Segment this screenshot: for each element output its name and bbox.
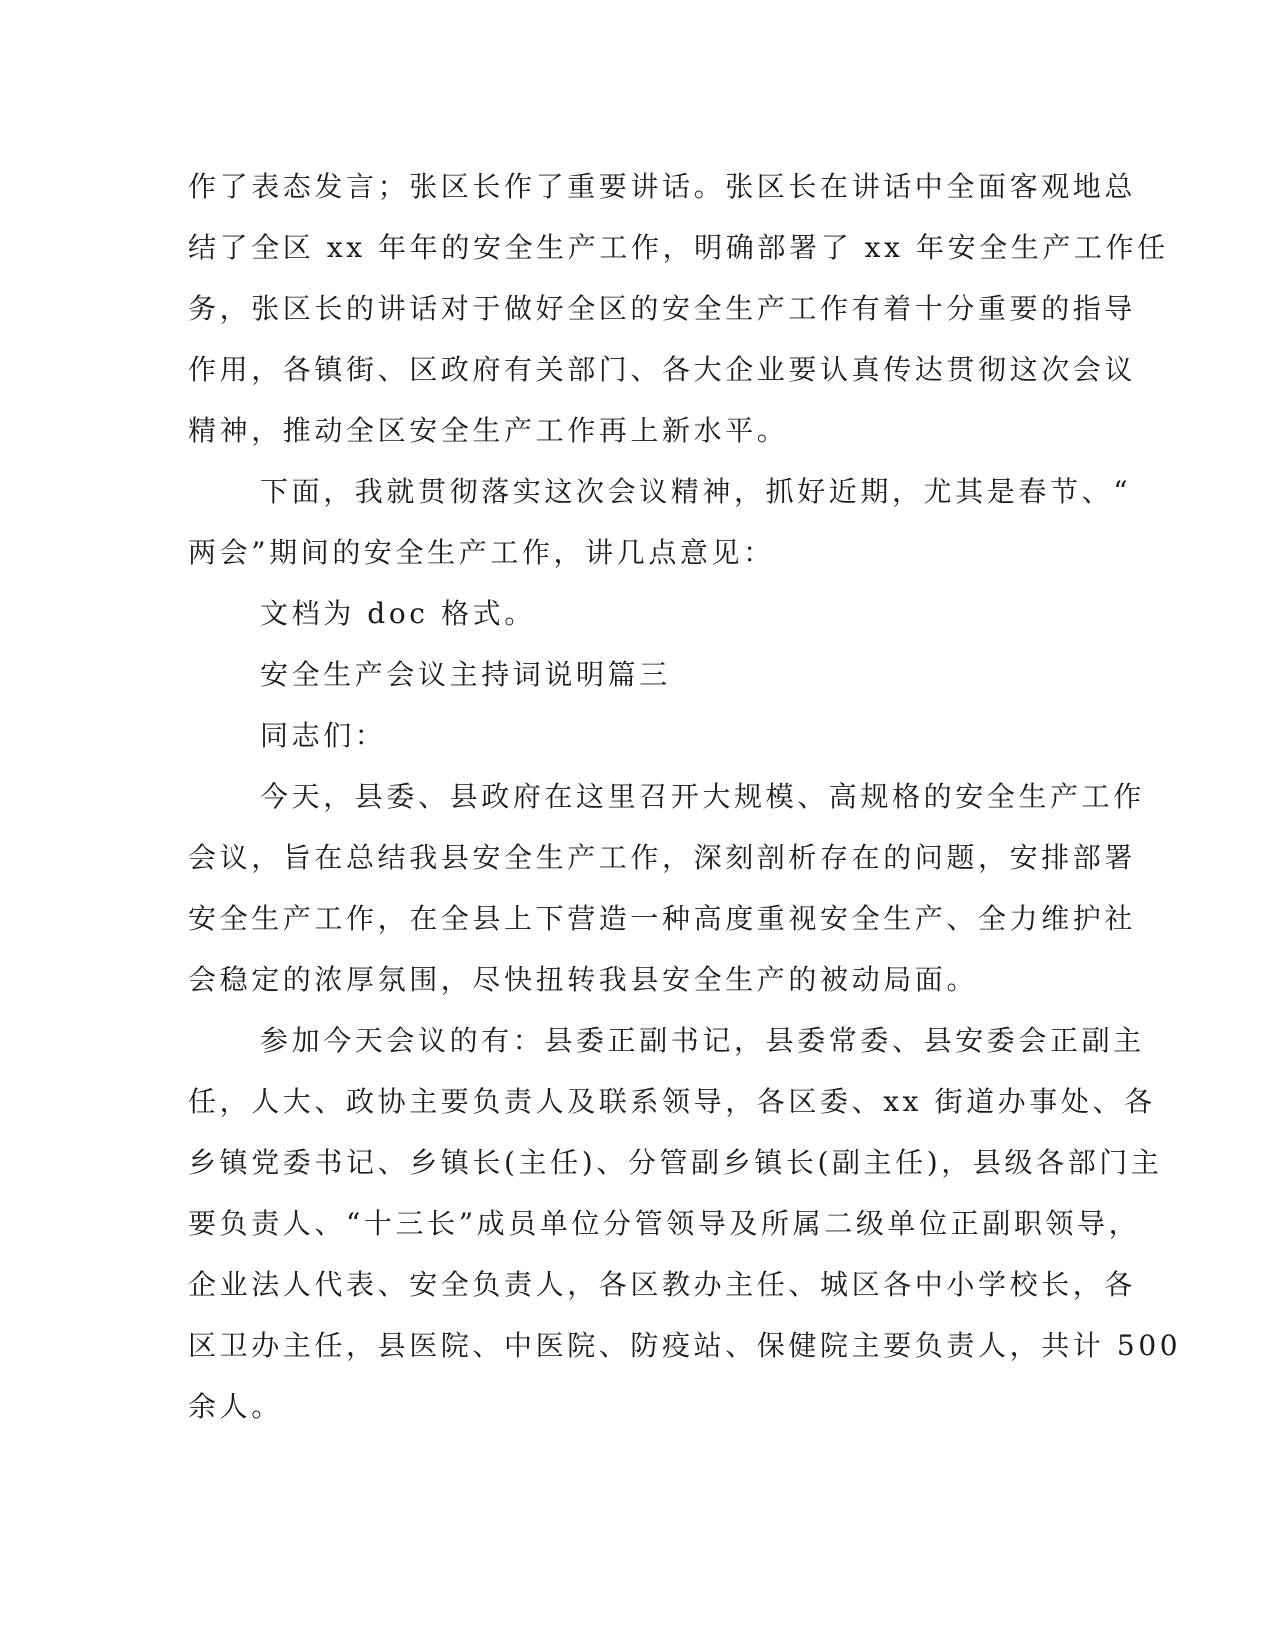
text-line: 余人。 xyxy=(188,1390,283,1423)
text-line: 要负责人、“十三长”成员单位分管领导及所属二级单位正副职领导， xyxy=(188,1207,1141,1240)
section-title: 安全生产会议主持词说明篇三 xyxy=(260,658,671,691)
text-line: 务，张区长的讲话对于做好全区的安全生产工作有着十分重要的指导 xyxy=(188,292,1137,325)
text-line: 安全生产工作，在全县上下营造一种高度重视安全生产、全力维护社 xyxy=(188,902,1137,935)
paragraph-start-line: 下面，我就贯彻落实这次会议精神，抓好近期，尤其是春节、“ xyxy=(260,475,1132,508)
text-line: 作用，各镇街、区政府有关部门、各大企业要认真传达贯彻这次会议 xyxy=(188,353,1137,386)
salutation: 同志们： xyxy=(260,719,387,752)
paragraph-start-line: 今天，县委、县政府在这里召开大规模、高规格的安全生产工作 xyxy=(260,780,1145,813)
text-line: 结了全区 xx 年年的安全生产工作，明确部署了 xx 年安全生产工作任 xyxy=(188,231,1169,264)
paragraph-start-line: 参加今天会议的有：县委正副书记，县委常委、县安委会正副主 xyxy=(260,1024,1145,1057)
text-line: 会议，旨在总结我县安全生产工作，深刻剖析存在的问题，安排部署 xyxy=(188,841,1137,874)
text-line: 区卫办主任，县医院、中医院、防疫站、保健院主要负责人，共计 500 xyxy=(188,1329,1182,1362)
document-body xyxy=(188,156,1182,1437)
text-line: 精神，推动全区安全生产工作再上新水平。 xyxy=(188,414,789,447)
text-line: 会稳定的浓厚氛围，尽快扭转我县安全生产的被动局面。 xyxy=(188,963,979,996)
text-line: 作了表态发言；张区长作了重要讲话。张区长在讲话中全面客观地总 xyxy=(188,170,1137,203)
text-line: 企业法人代表、安全负责人，各区教办主任、城区各中小学校长，各 xyxy=(188,1268,1137,1301)
text-line: 两会”期间的安全生产工作，讲几点意见： xyxy=(188,536,775,569)
format-note: 文档为 doc 格式。 xyxy=(260,597,536,630)
text-line: 乡镇党委书记、乡镇长(主任)、分管副乡镇长(副主任)，县级各部门主 xyxy=(188,1146,1163,1179)
text-line: 任，人大、政协主要负责人及联系领导，各区委、xx 街道办事处、各 xyxy=(188,1085,1156,1118)
